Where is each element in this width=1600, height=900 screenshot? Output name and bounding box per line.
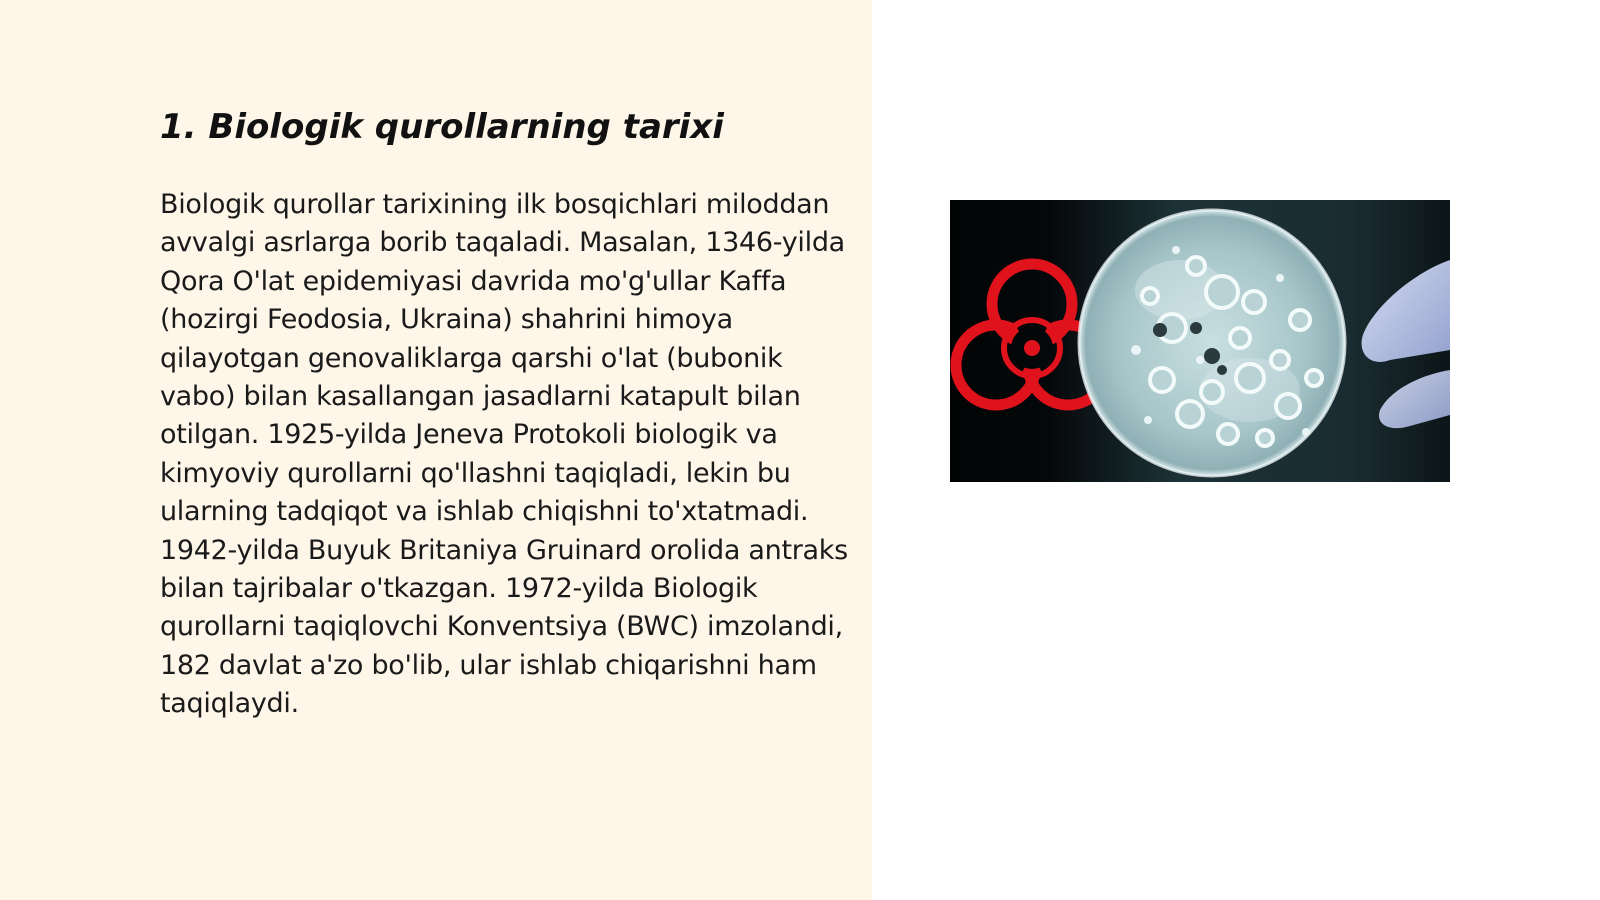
photo-illustration bbox=[950, 200, 1450, 482]
petri-dish bbox=[1079, 210, 1345, 476]
slide-title: 1. Biologik qurollarning tarixi bbox=[160, 107, 724, 147]
slide-body-text: Biologik qurollar tarixining ilk bosqichlari miloddan avvalgi asrlarga borib taqaladi. Masalan, 1346-yilda Qora O'lat epidemiyasi davrida mo'g'ullar Kaffa (hozirgi Feodosia, Ukraina) shahrini himoya qilayotgan genovaliklarga qarshi o'lat (bubonik vabo) bilan kasallangan jasadlarni katapult bilan otilgan. 1925-yilda Jeneva Protokoli biologik va kimyoviy qurollarni qo'llashni taqiqladi, lekin bu ularning tadqiqot va ishlab chiqishni to'xtatmadi. 1942-yilda Buyuk Britaniya Gruinard orolida antraks bilan tajribalar o'tkazgan. 1972-yilda Biologik qurollarni taqiqlovchi Konventsiya (BWC) imzolandi, 182 davlat a'zo bo'lib, ular ishlab chiqarishni ham taqiqlaydi. bbox=[160, 189, 848, 720]
biohazard-petri-dish-photo bbox=[950, 200, 1450, 482]
